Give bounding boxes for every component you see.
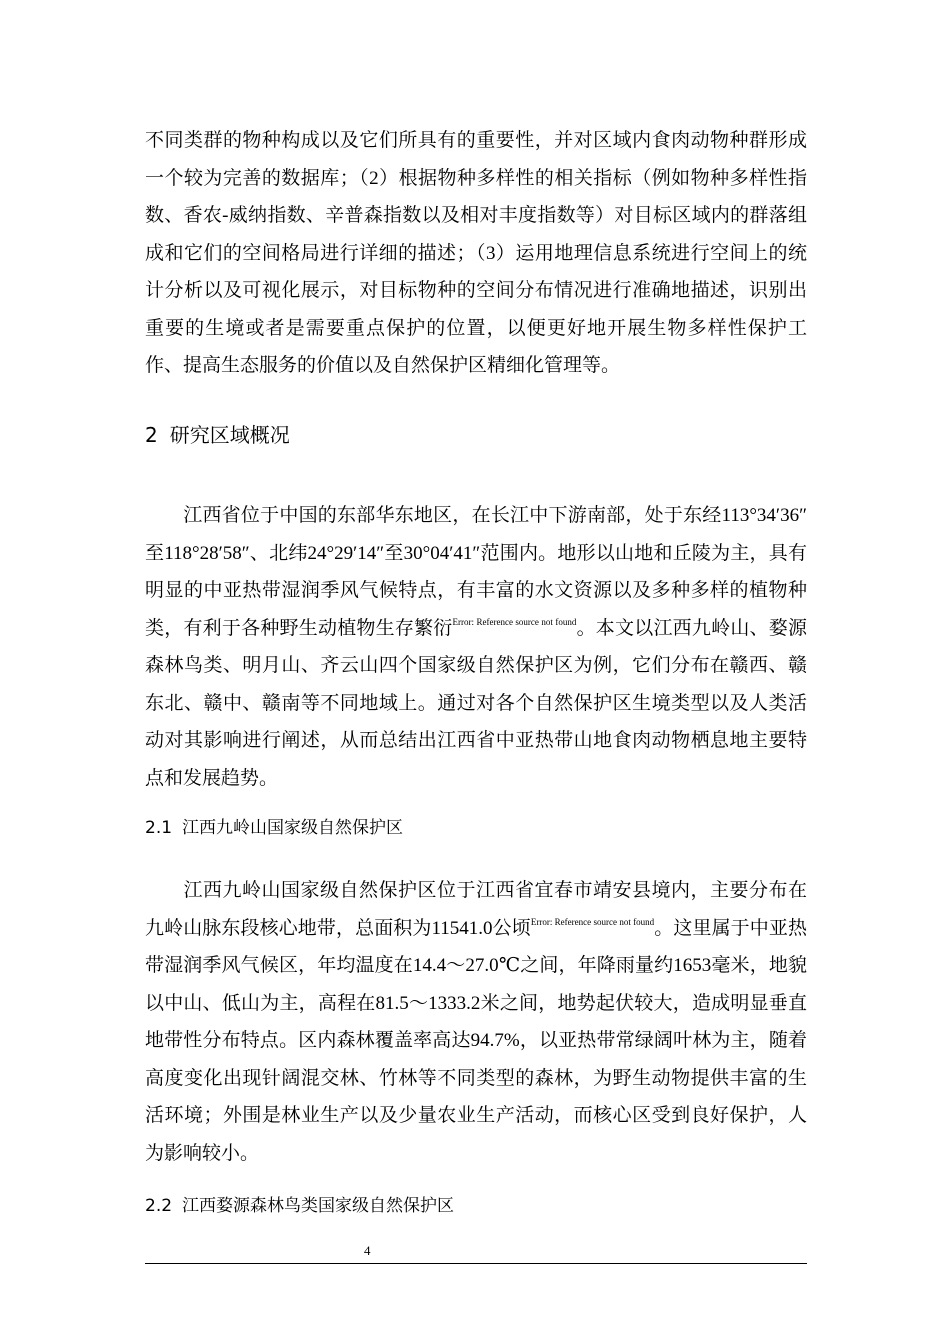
section-2-1-text-a: 江西九岭山国家级自然保护区位于江西省宜春市靖安县境内，主要分布在九岭山脉东段核心地带，总面积为11541.0公顷 <box>145 880 807 939</box>
footer-rule <box>145 1263 807 1264</box>
section-2-title: 研究区域概况 <box>169 423 290 447</box>
section-2-2-title: 江西婺源森林鸟类国家级自然保护区 <box>182 1196 455 1216</box>
reference-error-superscript: Error: Reference source not found <box>452 616 577 627</box>
section-2-1-number: 2.1 <box>145 818 173 838</box>
page-number: 4 <box>364 1243 371 1258</box>
section-2-1-heading <box>145 815 403 841</box>
section-2-number: 2 <box>145 423 158 447</box>
section-2-1-text-b: 。这里属于中亚热带湿润季风气候区，年均温度在14.4～27.0℃之间，年降雨量约1653毫米，地貌以中山、低山为主，高程在81.5～1333.2米之间，地势起伏较大，造成明显垂直地带性分布特点。区内森林覆盖率高达94.7%，以亚热带常绿阔叶林为主，随着高度变化出现针阔混交林、竹林等不同类型的森林，为野生动物提供丰富的生活环境；外围是林业生产以及少量农业生产活动，而核心区受到良好保护，人为影响较小。 <box>145 917 807 1164</box>
section-2-text-a: 江西省位于中国的东部华东地区，在长江中下游南部，处于东经113°34′36″至118°28′58″、北纬24°29′14″至30°04′41″范围内。地形以山地和丘陵为主，具有明显的中亚热带湿润季风气候特点，有丰富的水文资源以及多种多样的植物种类，有利于各种野生动植物生存繁衍 <box>145 505 807 639</box>
section-2-heading <box>145 420 290 450</box>
section-2-text-b: 。本文以江西九岭山、婺源森林鸟类、明月山、齐云山四个国家级自然保护区为例，它们分布在赣西、赣东北、赣中、赣南等不同地域上。通过对各个自然保护区生境类型以及人类活动对其影响进行阐述，从而总结出江西省中亚热带山地食肉动物栖息地主要特点和发展趋势。 <box>145 617 807 789</box>
reference-error-superscript: Error: Reference source not found <box>530 916 655 927</box>
section-2-1-title: 江西九岭山国家级自然保护区 <box>182 818 404 838</box>
section-2-1-paragraph <box>145 872 807 1172</box>
section-2-paragraph <box>145 497 807 797</box>
section-2-2-heading <box>145 1193 454 1219</box>
section-2-2-number: 2.2 <box>145 1196 173 1216</box>
intro-paragraph: 不同类群的物种构成以及它们所具有的重要性，并对区域内食肉动物种群形成一个较为完善的数据库；（2）根据物种多样性的相关指标（例如物种多样性指数、香农-威纳指数、辛普森指数以及相对丰度指数等）对目标区域内的群落组成和它们的空间格局进行详细的描述；（3）运用地理信息系统进行空间上的统计分析以及可视化展示，对目标物种的空间分布情况进行准确地描述，识别出重要的生境或者是需要重点保护的位置，以便更好地开展生物多样性保护工作、提高生态服务的价值以及自然保护区精细化管理等。 <box>145 130 807 376</box>
